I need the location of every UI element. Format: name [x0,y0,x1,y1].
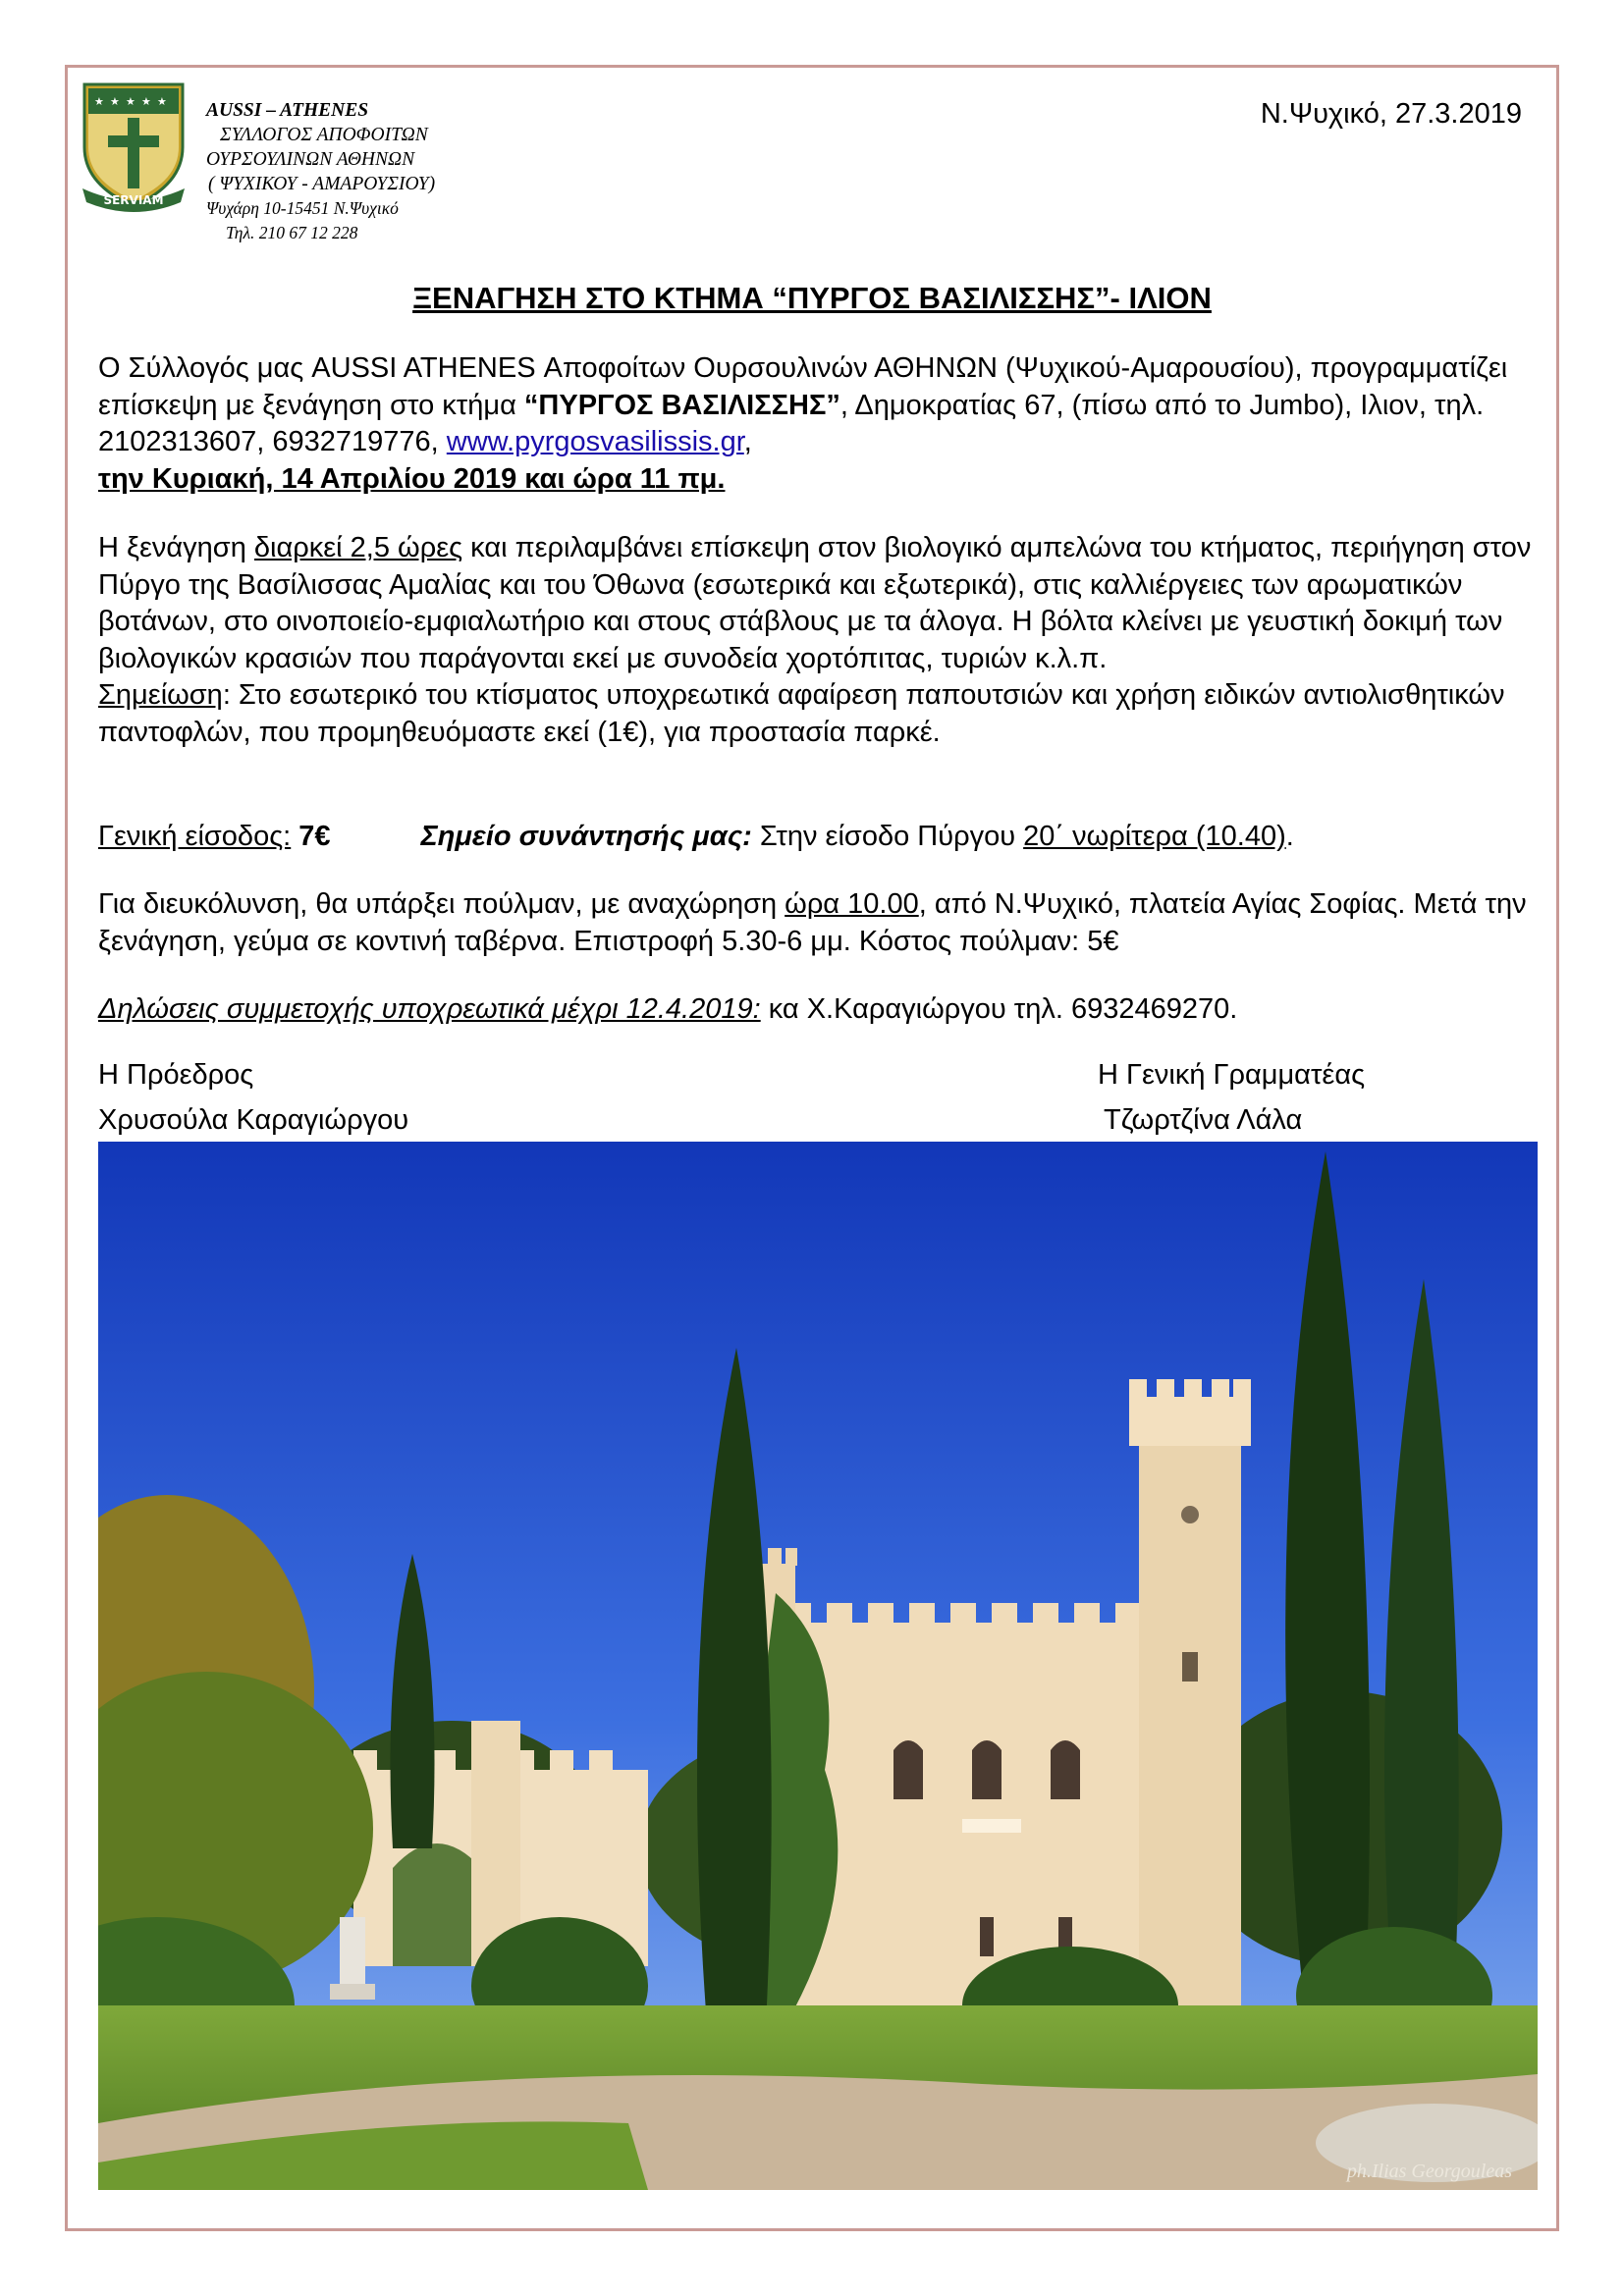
signature-president [98,1052,408,1143]
estate-name: “ΠΥΡΓΟΣ ΒΑΣΙΛΙΣΣΗΣ” [523,389,840,421]
document-title: ΞΕΝΑΓΗΣΗ ΣΤΟ ΚΤΗΜΑ “ΠΥΡΓΟΣ ΒΑΣΙΛΙΣΣΗΣ”- ΙΛΙΟΝ [412,281,1212,315]
entry-price: 7€ [291,821,331,852]
rsvp-label: Δηλώσεις συμμετοχής υποχρεωτικά μέχρι 12.4.2019: [98,993,761,1025]
org-name: AUSSI – ATHENES [206,100,369,121]
bus-details: , από Ν.Ψυχικό, πλατεία Αγίας Σοφίας. Μετά την ξενάγηση, γεύμα σε κοντινή ταβέρνα. Επιστροφή 5.30-6 μμ. Κόστος πούλμαν: 5€ [98,888,1527,957]
president-name: Χρυσούλα Καραγιώργου [98,1104,409,1136]
tour-duration: διαρκεί 2,5 ώρες [253,532,463,563]
rsvp-contact: κα Χ.Καραγιώργου τηλ. 6932469270. [760,993,1238,1025]
svg-text:★: ★ [126,95,135,108]
note-label: Σημείωση [98,679,223,711]
secretary-role: Η Γενική Γραμματέας [1098,1059,1366,1091]
note-text: : Στο εσωτερικό του κτίσματος υποχρεωτικά αφαίρεση παπουτσιών και χρήση ειδικών αντιολισθητικών παντοφλών, που προμηθευόμαστε εκεί (1€), για προστασία παρκέ. [98,679,1505,748]
svg-text:★: ★ [110,95,120,108]
castle-photo [98,1142,1538,2190]
website-link[interactable]: www.pyrgosvasilissis.gr [446,426,744,457]
bus-departure-time: ώρα 10.00 [785,888,919,920]
meeting-point-label: Σημείο συνάντησής μας: [420,821,752,852]
entry-label: Γενική είσοδος: [98,821,292,852]
org-line: ΣΥΛΛΟΓΟΣ ΑΠΟΦΟΙΤΩΝ [220,125,428,145]
letter-date: Ν.Ψυχικό, 27.3.2019 [1260,98,1522,130]
svg-text:★: ★ [94,95,104,108]
intro-text-address: , Δημοκρατίας 67, (πίσω από το Jumbo), Ιλιον, τηλ. 2102313607, 6932719776, [98,389,1485,457]
intro-text: Ο Σύλλογός μας AUSSI ATHENES Αποφοίτων Ουρσουλινών ΑΘΗΝΩΝ (Ψυχικού-Αμαρουσίου), προγραμματίζει επίσκεψη με ξενάγηση στο κτήμα [98,352,1508,421]
entry-line [98,819,1551,856]
photo-credit: ph.Ilias Georgouleas [1346,2161,1512,2182]
tour-paragraph [98,530,1551,751]
secretary-name: Τζωρτζίνα Λάλα [1104,1104,1303,1136]
svg-text:★: ★ [141,95,151,108]
org-line: ΟΥΡΣΟΥΛΙΝΩΝ ΑΘΗΝΩΝ [206,149,415,170]
org-address: Ψυχάρη 10-15451 Ν.Ψυχικό [206,198,399,218]
president-role: Η Πρόεδρος [98,1059,254,1091]
meeting-point-text: Στην είσοδο Πύργου [751,821,1024,852]
bus-text: Για διευκόλυνση, θα υπάρξει πούλμαν, με αναχώρηση [98,888,785,920]
org-phone: Τηλ. 210 67 12 228 [226,223,358,242]
intro-text-end: , [743,426,752,457]
bus-paragraph [98,886,1551,960]
entry-line-end: . [1285,821,1294,852]
svg-text:★: ★ [157,95,167,108]
org-line: ( ΨΥΧΙΚΟΥ - ΑΜΑΡΟΥΣΙΟΥ) [208,174,436,194]
tour-text: Η ξενάγηση [98,532,254,563]
logo-motto: SERVIAM [103,193,164,207]
event-date: την Κυριακή, 14 Απριλίου 2019 και ώρα 11 πμ. [98,462,726,495]
tour-description: και περιλαμβάνει επίσκεψη στον βιολογικό αμπελώνα του κτήματος, περιήγηση στον Πύργο της Βασίλισσας Αμαλίας και του Όθωνα (εσωτερικά και εξωτερικά), στις καλλιέργειες των αρωματικών βοτάνων, στο οινοποιείο-εμφιαλωτήριο και στους στάβλους με τα άλογα. Η βόλτα κλείνει με γευστική δοκιμή των βιολογικών κρασιών που παράγονται εκεί με συνοδεία χορτόπιτας, τυριών κ.λ.π. [98,532,1532,674]
association-logo [79,79,189,214]
rsvp-line [98,991,1551,1029]
organization-info [206,98,435,245]
meeting-time: 20΄ νωρίτερα (10.40) [1023,821,1286,852]
intro-paragraph [98,350,1551,498]
signature-secretary [1098,1052,1365,1143]
